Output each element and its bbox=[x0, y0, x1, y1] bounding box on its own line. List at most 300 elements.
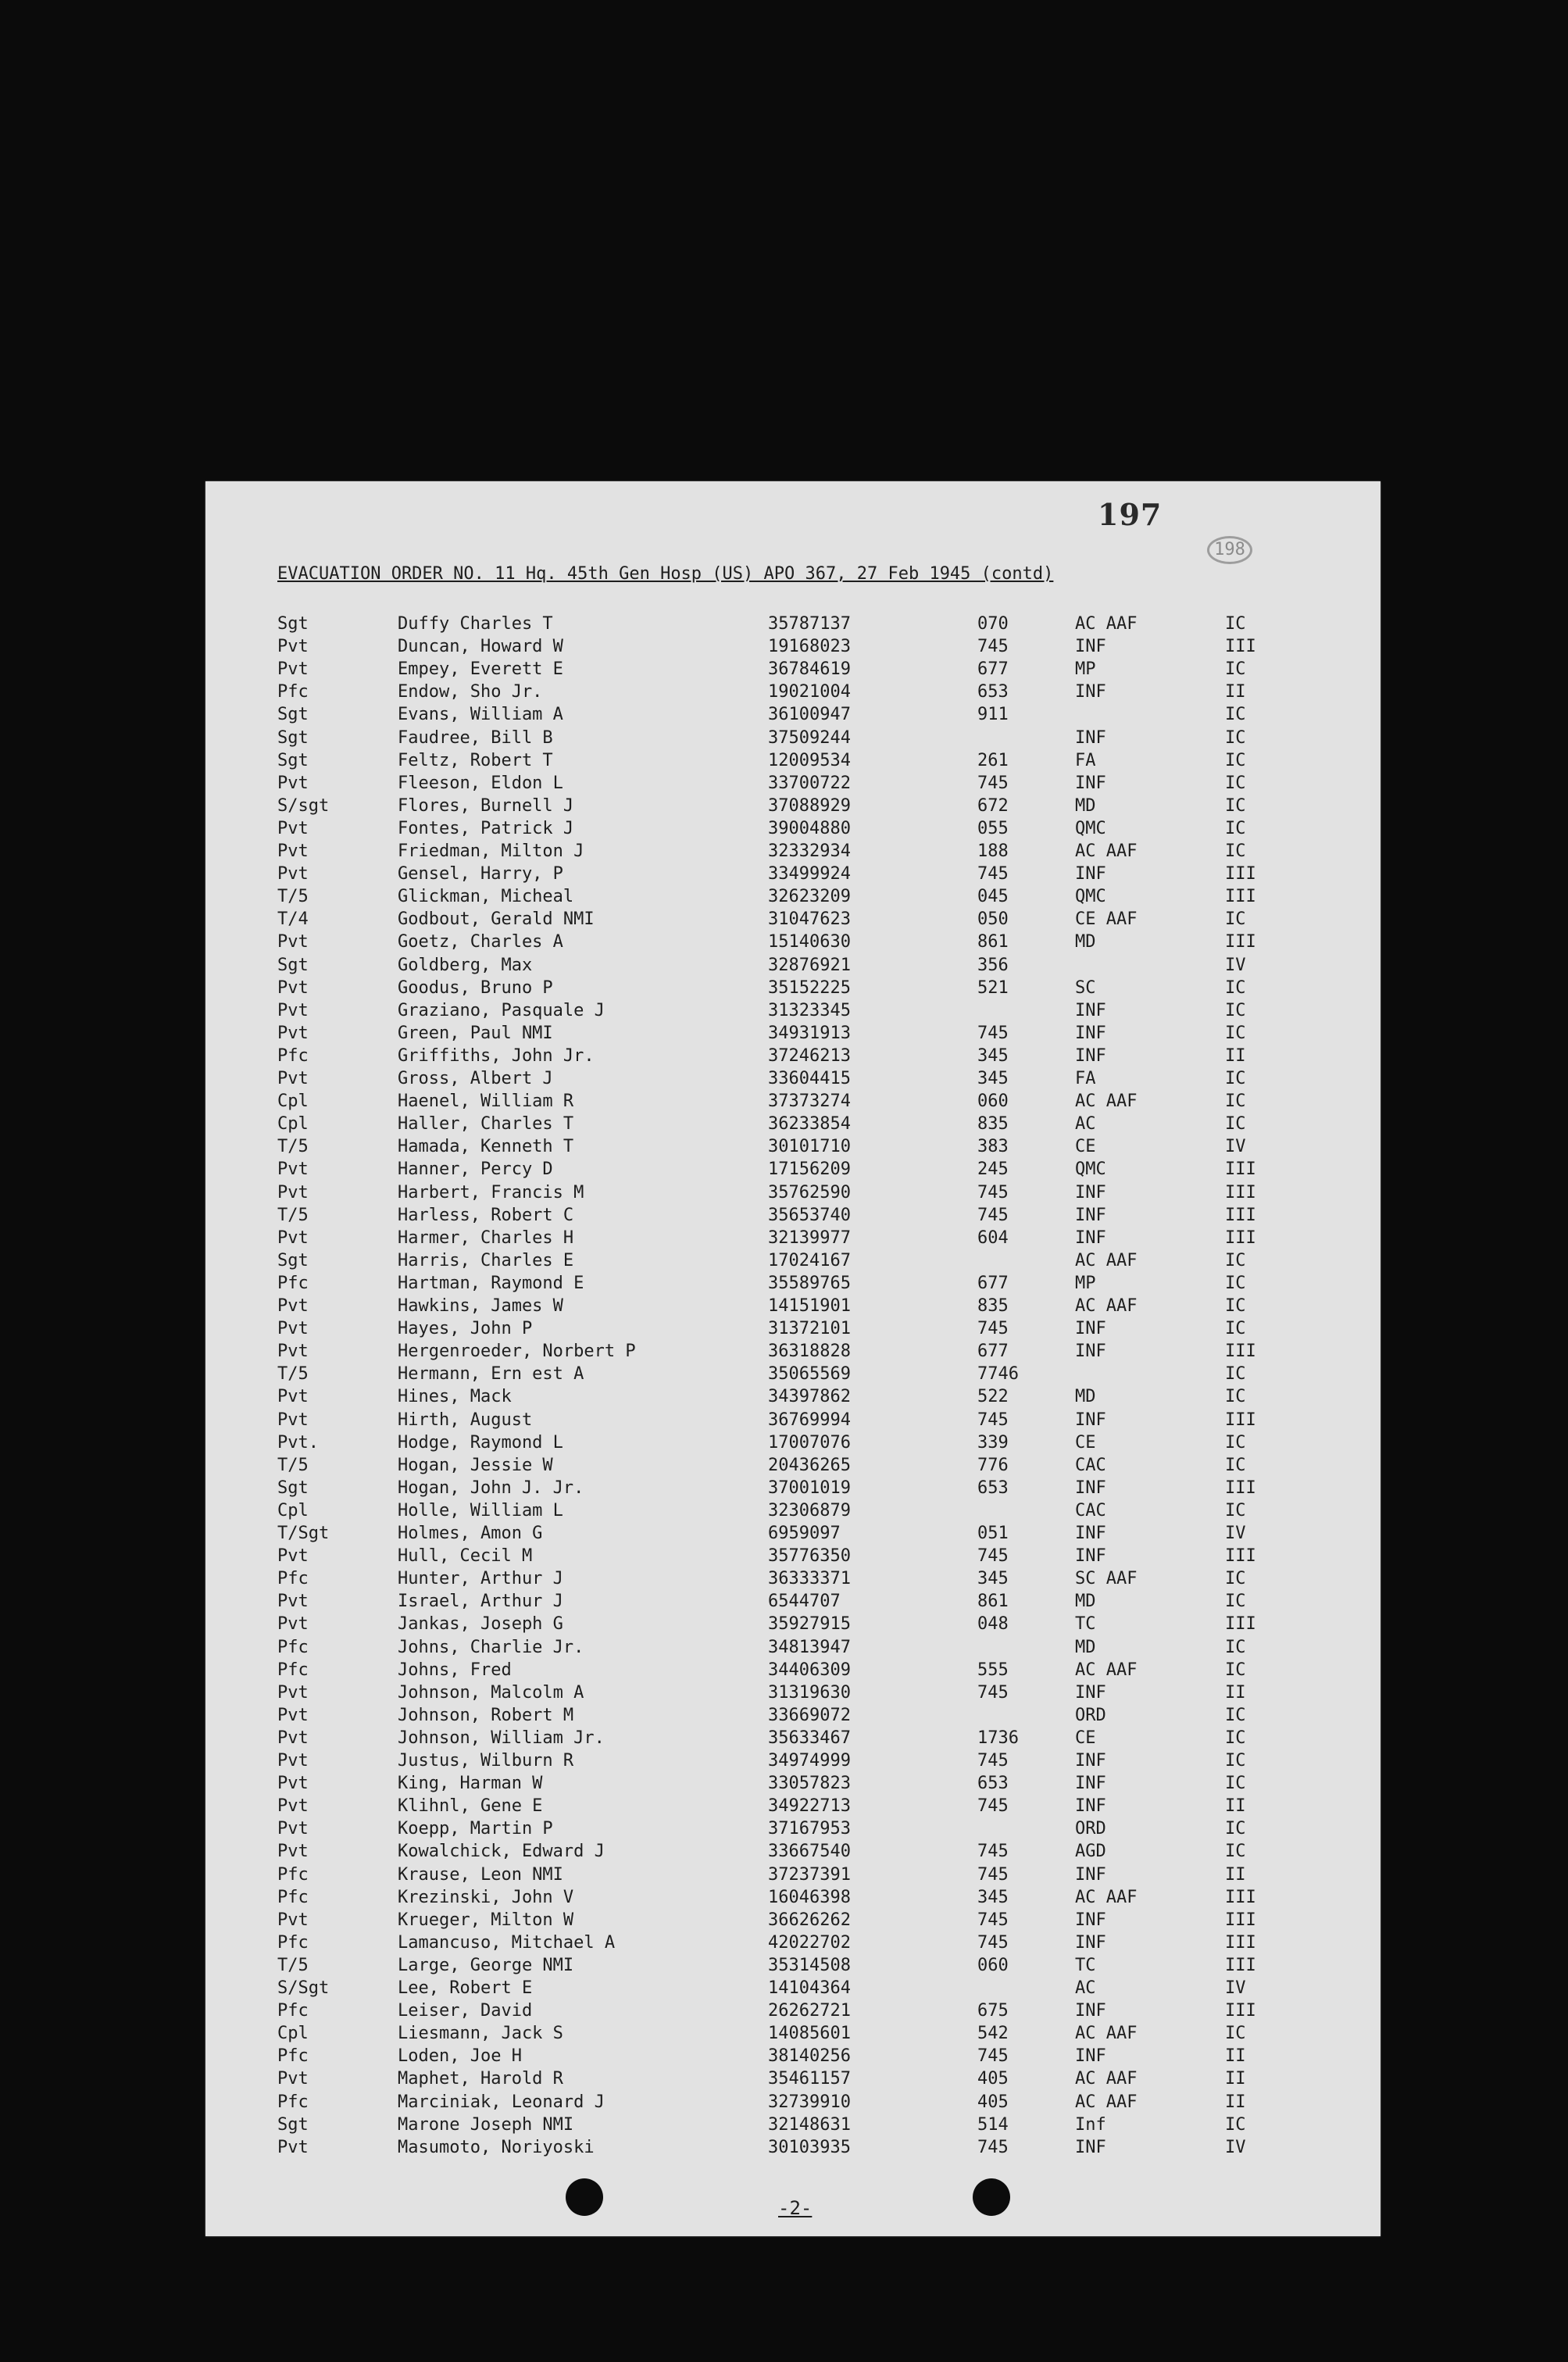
record-branch: INF bbox=[1075, 1478, 1106, 1498]
record-branch: TC bbox=[1075, 1955, 1096, 1975]
record-code: 060 bbox=[977, 1092, 1009, 1112]
record-serial: 17007076 bbox=[768, 1432, 851, 1453]
record-serial: 38140256 bbox=[768, 2046, 851, 2067]
record-rank: Sgt bbox=[277, 727, 309, 748]
record-branch: AC AAF bbox=[1075, 842, 1138, 861]
record-serial: 17156209 bbox=[768, 1160, 851, 1180]
record-class: II bbox=[1225, 2069, 1246, 2089]
record-code: 745 bbox=[977, 2137, 1009, 2157]
record-name: Griffiths, John Jr. bbox=[398, 1045, 595, 1066]
record-name: Harris, Charles E bbox=[398, 1250, 574, 1270]
record-rank: Pfc bbox=[277, 1637, 309, 1657]
record-code: 261 bbox=[977, 750, 1009, 770]
record-code: 060 bbox=[977, 1955, 1009, 1975]
record-code: 835 bbox=[977, 1296, 1009, 1316]
list-row bbox=[205, 1888, 1380, 1910]
record-serial: 31372101 bbox=[768, 1319, 851, 1339]
record-class: IC bbox=[1225, 1705, 1246, 1725]
record-name: Israel, Arthur J bbox=[398, 1592, 563, 1612]
record-name: Marciniak, Leonard J bbox=[398, 2092, 605, 2112]
record-rank: Pfc bbox=[277, 1932, 309, 1953]
record-class: IC bbox=[1225, 773, 1246, 793]
page-footer: -2- bbox=[778, 2197, 813, 2219]
record-rank: Pvt bbox=[277, 1387, 309, 1407]
list-row bbox=[205, 705, 1380, 727]
list-row bbox=[205, 1387, 1380, 1410]
record-name: Maphet, Harold R bbox=[398, 2069, 563, 2089]
record-serial: 31319630 bbox=[768, 1682, 851, 1703]
record-name: Goodus, Bruno P bbox=[398, 977, 553, 998]
record-code: 672 bbox=[977, 795, 1009, 816]
record-branch: INF bbox=[1075, 773, 1106, 793]
record-serial: 6544707 bbox=[768, 1592, 841, 1612]
list-row bbox=[205, 1478, 1380, 1501]
record-rank: Pvt bbox=[277, 1342, 309, 1362]
record-serial: 35461157 bbox=[768, 2069, 851, 2089]
list-row bbox=[205, 1638, 1380, 1660]
record-branch: MD bbox=[1075, 1637, 1096, 1657]
record-rank: Pvt bbox=[277, 1728, 309, 1748]
record-rank: T/4 bbox=[277, 909, 309, 930]
record-class: IV bbox=[1225, 1524, 1246, 1543]
record-branch: AC bbox=[1075, 1978, 1096, 1998]
record-code: 745 bbox=[977, 1546, 1009, 1567]
record-rank: Sgt bbox=[277, 705, 309, 725]
record-branch: AC AAF bbox=[1075, 2069, 1138, 2089]
record-serial: 14085601 bbox=[768, 2024, 851, 2044]
record-serial: 6959097 bbox=[768, 1524, 841, 1543]
record-branch: MP bbox=[1075, 659, 1096, 680]
list-row bbox=[205, 1751, 1380, 1774]
record-serial: 32332934 bbox=[768, 842, 851, 861]
record-branch: QMC bbox=[1075, 1160, 1106, 1180]
record-serial: 33057823 bbox=[768, 1774, 851, 1794]
record-class: IC bbox=[1225, 1273, 1246, 1293]
record-branch: INF bbox=[1075, 1205, 1106, 1225]
record-serial: 14151901 bbox=[768, 1296, 851, 1316]
record-code: 345 bbox=[977, 1569, 1009, 1589]
record-class: IC bbox=[1225, 1296, 1246, 1316]
record-name: Loden, Joe H bbox=[398, 2046, 522, 2067]
record-class: IC bbox=[1225, 1092, 1246, 1112]
record-code: 070 bbox=[977, 614, 1009, 634]
record-serial: 26262721 bbox=[768, 2001, 851, 2021]
record-rank: S/Sgt bbox=[277, 1978, 330, 1998]
record-name: Johnson, Malcolm A bbox=[398, 1682, 584, 1703]
list-row bbox=[205, 1069, 1380, 1092]
record-code: 745 bbox=[977, 1410, 1009, 1430]
punch-hole-left bbox=[566, 2178, 603, 2216]
record-name: Johns, Fred bbox=[398, 1660, 512, 1680]
list-row bbox=[205, 887, 1380, 909]
record-branch: AGD bbox=[1075, 1842, 1106, 1862]
record-code: 356 bbox=[977, 955, 1009, 975]
record-branch: CE bbox=[1075, 1728, 1096, 1748]
list-row bbox=[205, 1706, 1380, 1728]
record-class: III bbox=[1225, 2001, 1256, 2021]
record-class: III bbox=[1225, 1182, 1256, 1202]
record-branch: INF bbox=[1075, 1910, 1106, 1930]
record-branch: INF bbox=[1075, 1751, 1106, 1771]
record-class: IC bbox=[1225, 1023, 1246, 1043]
list-row bbox=[205, 819, 1380, 842]
record-name: Glickman, Micheal bbox=[398, 887, 574, 907]
record-class: III bbox=[1225, 1887, 1256, 1907]
record-class: IC bbox=[1225, 750, 1246, 770]
record-rank: Pvt bbox=[277, 1774, 309, 1794]
record-class: III bbox=[1225, 1478, 1256, 1498]
record-class: IC bbox=[1225, 1751, 1246, 1771]
record-code: 745 bbox=[977, 1682, 1009, 1703]
record-branch: AC AAF bbox=[1075, 1092, 1138, 1112]
record-rank: Pvt bbox=[277, 773, 309, 793]
record-code: 045 bbox=[977, 887, 1009, 907]
record-name: Harmer, Charles H bbox=[398, 1227, 574, 1248]
record-class: IC bbox=[1225, 1774, 1246, 1794]
record-branch: SC AAF bbox=[1075, 1569, 1138, 1589]
record-name: Gensel, Harry, P bbox=[398, 864, 563, 884]
record-serial: 39004880 bbox=[768, 818, 851, 838]
record-name: Evans, William A bbox=[398, 705, 563, 725]
record-class: IC bbox=[1225, 659, 1246, 680]
record-rank: Pvt bbox=[277, 1819, 309, 1839]
record-name: Feltz, Robert T bbox=[398, 750, 553, 770]
record-name: Gross, Albert J bbox=[398, 1069, 553, 1088]
record-branch: INF bbox=[1075, 637, 1106, 657]
record-name: Justus, Wilburn R bbox=[398, 1751, 574, 1771]
record-branch: FA bbox=[1075, 1069, 1096, 1088]
record-code: 745 bbox=[977, 1205, 1009, 1225]
record-serial: 35787137 bbox=[768, 614, 851, 634]
record-code: 677 bbox=[977, 659, 1009, 680]
record-rank: Cpl bbox=[277, 1500, 309, 1520]
record-branch: INF bbox=[1075, 1796, 1106, 1817]
record-code: 745 bbox=[977, 773, 1009, 793]
record-branch: INF bbox=[1075, 1682, 1106, 1703]
record-class: IC bbox=[1225, 1455, 1246, 1475]
record-class: III bbox=[1225, 1910, 1256, 1930]
record-class: III bbox=[1225, 887, 1256, 907]
record-serial: 37088929 bbox=[768, 795, 851, 816]
list-row bbox=[205, 1364, 1380, 1387]
list-row bbox=[205, 728, 1380, 751]
record-serial: 35653740 bbox=[768, 1205, 851, 1225]
record-code: 677 bbox=[977, 1342, 1009, 1362]
record-code: 677 bbox=[977, 1273, 1009, 1293]
record-serial: 33700722 bbox=[768, 773, 851, 793]
list-row bbox=[205, 978, 1380, 1001]
record-class: IC bbox=[1225, 1069, 1246, 1088]
record-branch: QMC bbox=[1075, 887, 1106, 907]
record-name: Lee, Robert E bbox=[398, 1978, 533, 1998]
record-branch: INF bbox=[1075, 1023, 1106, 1043]
record-code: 345 bbox=[977, 1887, 1009, 1907]
record-name: Fleeson, Eldon L bbox=[398, 773, 563, 793]
record-class: III bbox=[1225, 1932, 1256, 1953]
record-serial: 42022702 bbox=[768, 1932, 851, 1953]
record-branch: INF bbox=[1075, 1000, 1106, 1020]
list-row bbox=[205, 864, 1380, 887]
record-rank: Pvt bbox=[277, 1751, 309, 1771]
record-code: 245 bbox=[977, 1160, 1009, 1180]
record-name: Duffy Charles T bbox=[398, 614, 553, 634]
record-class: IC bbox=[1225, 1387, 1246, 1407]
list-row bbox=[205, 1251, 1380, 1274]
record-rank: Pfc bbox=[277, 1887, 309, 1907]
record-serial: 30101710 bbox=[768, 1137, 851, 1157]
record-name: Harless, Robert C bbox=[398, 1205, 574, 1225]
record-branch: MD bbox=[1075, 932, 1096, 952]
record-serial: 19168023 bbox=[768, 637, 851, 657]
list-row bbox=[205, 1819, 1380, 1842]
record-serial: 37246213 bbox=[768, 1045, 851, 1066]
record-name: Hirth, August bbox=[398, 1410, 533, 1430]
record-rank: Pfc bbox=[277, 2001, 309, 2021]
record-name: Jankas, Joseph G bbox=[398, 1614, 563, 1635]
list-row bbox=[205, 682, 1380, 705]
record-name: Krause, Leon NMI bbox=[398, 1864, 563, 1885]
record-name: Flores, Burnell J bbox=[398, 795, 574, 816]
record-class: III bbox=[1225, 1955, 1256, 1975]
record-code: 405 bbox=[977, 2069, 1009, 2089]
record-branch: INF bbox=[1075, 1774, 1106, 1794]
record-branch: INF bbox=[1075, 2046, 1106, 2067]
record-class: IC bbox=[1225, 1000, 1246, 1020]
record-name: Faudree, Bill B bbox=[398, 727, 553, 748]
record-class: IC bbox=[1225, 1569, 1246, 1589]
record-branch: MD bbox=[1075, 795, 1096, 816]
list-row bbox=[205, 659, 1380, 682]
record-name: Hodge, Raymond L bbox=[398, 1432, 563, 1453]
record-serial: 33499924 bbox=[768, 864, 851, 884]
record-class: IV bbox=[1225, 1978, 1246, 1998]
record-name: Harbert, Francis M bbox=[398, 1182, 584, 1202]
record-serial: 34397862 bbox=[768, 1387, 851, 1407]
list-row bbox=[205, 1319, 1380, 1342]
record-code: 542 bbox=[977, 2024, 1009, 2044]
list-row bbox=[205, 774, 1380, 796]
list-row bbox=[205, 1546, 1380, 1569]
list-row bbox=[205, 1774, 1380, 1796]
record-serial: 15140630 bbox=[768, 932, 851, 952]
record-branch: QMC bbox=[1075, 818, 1106, 838]
record-code: 745 bbox=[977, 1796, 1009, 1817]
record-code: 345 bbox=[977, 1045, 1009, 1066]
record-branch: INF bbox=[1075, 2137, 1106, 2157]
record-class: III bbox=[1225, 637, 1256, 657]
record-serial: 35065569 bbox=[768, 1364, 851, 1385]
record-class: III bbox=[1225, 1546, 1256, 1567]
record-code: 745 bbox=[977, 1023, 1009, 1043]
record-serial: 36769994 bbox=[768, 1410, 851, 1430]
record-rank: Pvt bbox=[277, 659, 309, 680]
record-serial: 32739910 bbox=[768, 2092, 851, 2112]
list-row bbox=[205, 1660, 1380, 1683]
record-serial: 17024167 bbox=[768, 1250, 851, 1270]
list-row bbox=[205, 1228, 1380, 1251]
list-row bbox=[205, 1683, 1380, 1706]
record-rank: Pfc bbox=[277, 1569, 309, 1589]
record-class: III bbox=[1225, 1410, 1256, 1430]
record-code: 861 bbox=[977, 932, 1009, 952]
page-stamp: 198 bbox=[1207, 536, 1252, 564]
record-name: Hunter, Arthur J bbox=[398, 1569, 563, 1589]
list-row bbox=[205, 1342, 1380, 1364]
record-rank: Pvt bbox=[277, 932, 309, 952]
list-row bbox=[205, 637, 1380, 659]
list-row bbox=[205, 1046, 1380, 1069]
record-code: 745 bbox=[977, 1319, 1009, 1339]
record-code: 055 bbox=[977, 818, 1009, 838]
record-code: 050 bbox=[977, 909, 1009, 930]
record-rank: Sgt bbox=[277, 1250, 309, 1270]
record-rank: T/5 bbox=[277, 887, 309, 907]
record-rank: Pvt bbox=[277, 1319, 309, 1339]
list-row bbox=[205, 1456, 1380, 1478]
record-class: II bbox=[1225, 2092, 1246, 2112]
record-name: Hermann, Ern est A bbox=[398, 1364, 584, 1385]
list-row bbox=[205, 1296, 1380, 1319]
record-rank: Sgt bbox=[277, 955, 309, 975]
list-row bbox=[205, 751, 1380, 774]
record-class: IC bbox=[1225, 842, 1246, 861]
record-branch: AC AAF bbox=[1075, 1887, 1138, 1907]
record-name: Goetz, Charles A bbox=[398, 932, 563, 952]
list-row bbox=[205, 1410, 1380, 1433]
record-rank: T/Sgt bbox=[277, 1524, 330, 1543]
record-code: 745 bbox=[977, 1751, 1009, 1771]
list-row bbox=[205, 1024, 1380, 1046]
record-rank: Pfc bbox=[277, 682, 309, 702]
record-class: IC bbox=[1225, 1819, 1246, 1839]
record-branch: FA bbox=[1075, 750, 1096, 770]
record-serial: 32306879 bbox=[768, 1500, 851, 1520]
record-branch: AC AAF bbox=[1075, 2092, 1138, 2112]
record-serial: 36784619 bbox=[768, 659, 851, 680]
record-rank: T/5 bbox=[277, 1455, 309, 1475]
record-class: IC bbox=[1225, 1432, 1246, 1453]
list-row bbox=[205, 1614, 1380, 1637]
record-rank: Pvt bbox=[277, 1592, 309, 1612]
record-class: II bbox=[1225, 1045, 1246, 1066]
record-rank: Pvt bbox=[277, 818, 309, 838]
record-name: Haller, Charles T bbox=[398, 1114, 574, 1135]
record-rank: Sgt bbox=[277, 750, 309, 770]
list-row bbox=[205, 1796, 1380, 1819]
record-class: IC bbox=[1225, 2024, 1246, 2044]
record-branch: INF bbox=[1075, 727, 1106, 748]
record-code: 522 bbox=[977, 1387, 1009, 1407]
record-code: 745 bbox=[977, 1932, 1009, 1953]
record-rank: Pfc bbox=[277, 1864, 309, 1885]
record-class: II bbox=[1225, 1864, 1246, 1885]
punch-hole-right bbox=[973, 2178, 1010, 2216]
list-row bbox=[205, 1842, 1380, 1864]
record-name: Hull, Cecil M bbox=[398, 1546, 533, 1567]
record-serial: 36100947 bbox=[768, 705, 851, 725]
record-code: 745 bbox=[977, 864, 1009, 884]
record-class: IC bbox=[1225, 977, 1246, 998]
record-name: Lamancuso, Mitchael A bbox=[398, 1932, 616, 1953]
record-serial: 35152225 bbox=[768, 977, 851, 998]
record-name: Endow, Sho Jr. bbox=[398, 682, 543, 702]
record-name: Hawkins, James W bbox=[398, 1296, 563, 1316]
record-code: 861 bbox=[977, 1592, 1009, 1612]
record-rank: Pvt bbox=[277, 1069, 309, 1088]
record-class: IC bbox=[1225, 1364, 1246, 1385]
record-serial: 35927915 bbox=[768, 1614, 851, 1635]
record-serial: 20436265 bbox=[768, 1455, 851, 1475]
record-serial: 35314508 bbox=[768, 1955, 851, 1975]
record-serial: 36233854 bbox=[768, 1114, 851, 1135]
record-code: 745 bbox=[977, 1910, 1009, 1930]
record-branch: INF bbox=[1075, 1342, 1106, 1362]
record-name: Hergenroeder, Norbert P bbox=[398, 1342, 636, 1362]
record-serial: 37001019 bbox=[768, 1478, 851, 1498]
list-row bbox=[205, 932, 1380, 955]
record-rank: Pvt bbox=[277, 1227, 309, 1248]
list-row bbox=[205, 1728, 1380, 1751]
record-rank: T/5 bbox=[277, 1364, 309, 1385]
record-code: 675 bbox=[977, 2001, 1009, 2021]
record-name: Liesmann, Jack S bbox=[398, 2024, 563, 2044]
list-row bbox=[205, 614, 1380, 637]
record-class: IC bbox=[1225, 1319, 1246, 1339]
record-rank: S/sgt bbox=[277, 795, 330, 816]
record-serial: 33669072 bbox=[768, 1705, 851, 1725]
record-class: IC bbox=[1225, 1842, 1246, 1862]
record-rank: Cpl bbox=[277, 2024, 309, 2044]
record-code: 7746 bbox=[977, 1364, 1019, 1385]
record-code: 514 bbox=[977, 2114, 1009, 2135]
record-name: Green, Paul NMI bbox=[398, 1023, 553, 1043]
list-row bbox=[205, 1865, 1380, 1888]
record-rank: Pfc bbox=[277, 2046, 309, 2067]
record-serial: 35633467 bbox=[768, 1728, 851, 1748]
record-rank: Pvt bbox=[277, 637, 309, 657]
record-code: 745 bbox=[977, 1864, 1009, 1885]
record-name: Masumoto, Noriyoski bbox=[398, 2137, 595, 2157]
record-rank: Pvt bbox=[277, 1796, 309, 1817]
record-name: Hayes, John P bbox=[398, 1319, 533, 1339]
record-class: IC bbox=[1225, 614, 1246, 634]
record-branch: MD bbox=[1075, 1387, 1096, 1407]
record-branch: SC bbox=[1075, 977, 1096, 998]
list-row bbox=[205, 1956, 1380, 1978]
record-class: IC bbox=[1225, 818, 1246, 838]
record-serial: 31323345 bbox=[768, 1000, 851, 1020]
record-name: Koepp, Martin P bbox=[398, 1819, 553, 1839]
record-branch: AC bbox=[1075, 1114, 1096, 1135]
record-class: II bbox=[1225, 2046, 1246, 2067]
record-code: 1736 bbox=[977, 1728, 1019, 1748]
record-class: III bbox=[1225, 1205, 1256, 1225]
record-serial: 34974999 bbox=[768, 1751, 851, 1771]
record-class: IC bbox=[1225, 1114, 1246, 1135]
record-serial: 32623209 bbox=[768, 887, 851, 907]
record-code: 383 bbox=[977, 1137, 1009, 1157]
record-rank: Pvt bbox=[277, 1842, 309, 1862]
record-branch: INF bbox=[1075, 1045, 1106, 1066]
record-rank: Pvt bbox=[277, 1705, 309, 1725]
list-row bbox=[205, 956, 1380, 978]
record-code: 555 bbox=[977, 1660, 1009, 1680]
record-serial: 12009534 bbox=[768, 750, 851, 770]
record-name: Hines, Mack bbox=[398, 1387, 512, 1407]
record-class: IC bbox=[1225, 1728, 1246, 1748]
list-row bbox=[205, 2024, 1380, 2046]
list-row bbox=[205, 2092, 1380, 2115]
